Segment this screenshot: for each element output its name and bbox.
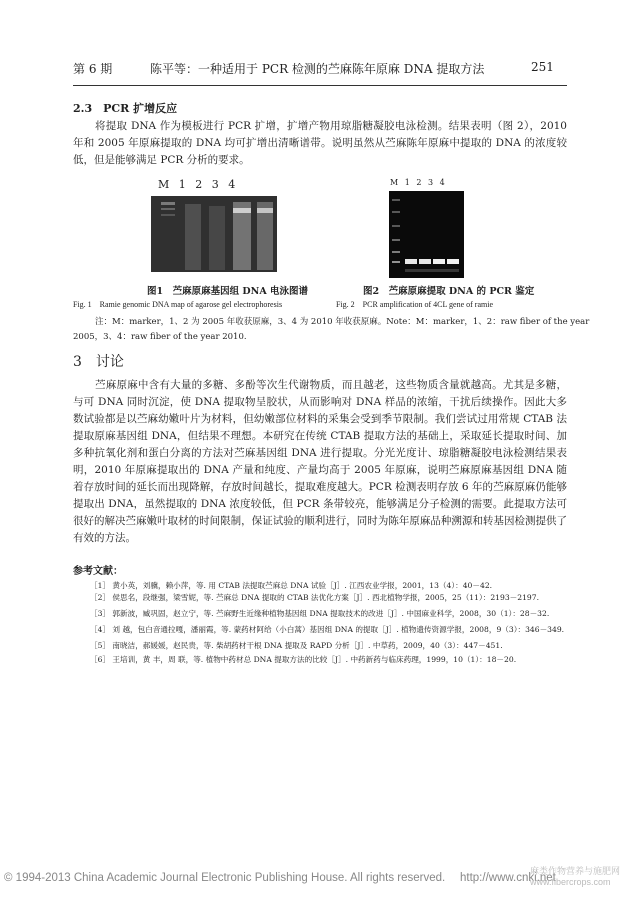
section-3-heading: 3 讨论 [73, 354, 124, 370]
fig1-caption-en: Fig. 1 Ramie genomic DNA map of agarose gel electrophoresis [73, 300, 283, 309]
figure-note-line1: 注：M：marker，1、2 为 2005 年收获原麻，3、4 为 2010 年收获原麻。Note：M：marker，1、2：raw fiber of the year [95, 317, 590, 327]
fig1-caption-cn: 图1 苎麻原麻基因组 DNA 电泳图谱 [147, 286, 309, 297]
copyright-notice: © 1994-2013 China Academic Journal Electronic Publishing House. All rights reserved. [4, 872, 446, 884]
section-3-paragraph: 苎麻原麻中含有大量的多糖、多酚等次生代谢物质，而且越老，这些物质含量就越高。尤其是多糖，与可 DNA 同时沉淀，使 DNA 提取物呈胶状，从而影响对 DNA 样品的浓缩，干扰后续操作。因此大多数试验都是以苎麻幼嫩叶片为材料，但幼嫩部位材料的采集会受到季节限制。我们尝试过用常规 CTAB 法提取原麻基因组 DNA，但结果不理想。本研究在传统 CTAB 提取方法的基础上，采取延长提取时间、加多种抗氧化剂和蛋白分离的方法对苎麻基因组 DNA 进行提取。分光光度计、琼脂糖凝胶电泳检测结果表明，2010 年原麻提取出的 DNA 产量和纯度、产量均高于 2005 年原麻，说明苎麻原麻基因组 DNA 随着存放时间的延长而出现降解，存放时间越长，提取难度越大。PCR 检测表明存放 6 年的苎麻原麻仍能够提取出 DNA，虽然提取的 DNA 浓度较低，但 PCR 条带较亮，能够满足分子检测的需要。此提取方法可很好的解决苎麻嫩叶取材的时间限制，保证试验的顺利进行，同时为陈年原麻品种溯源和转基因检测提供了有效的方法。 [73, 379, 567, 544]
reference-item: ［6］ 王培训，黄 丰，周 联，等. 植物中药材总 DNA 提取方法的比较［J］. 中药新药与临床药理，1999，10（1）：18－20. [90, 655, 517, 664]
fig1-gel-svg [151, 196, 277, 272]
issue-number: 第 6 期 [73, 62, 113, 76]
figure-note-line2: 2005，3、4：raw fiber of the year 2010. [73, 332, 247, 342]
references-heading: 参考文献： [73, 566, 123, 577]
running-title: 陈平等：一种适用于 PCR 检测的苎麻陈年原麻 DNA 提取方法 [150, 62, 485, 76]
fig1-lane-labels: M 1 2 3 4 [158, 178, 239, 191]
fig2-caption-cn: 图2 苎麻原麻提取 DNA 的 PCR 鉴定 [363, 286, 535, 297]
fig1-gel-image [151, 196, 277, 272]
site-watermark: 麻类作物营养与施肥网 www.fibercrops.com [530, 866, 621, 887]
section-2-3-body [73, 118, 567, 169]
fig2-gel-image [389, 191, 464, 278]
page-number: 251 [531, 60, 554, 74]
section-2-3-heading: 2.3 PCR 扩增反应 [73, 102, 178, 115]
header-rule [73, 85, 567, 86]
reference-item: ［5］ 南晓洁，郝媛媛，赵民贵，等. 柴胡药材干根 DNA 提取及 RAPD 分析［J］. 中草药，2009，40（3）：447－451. [90, 641, 503, 650]
fig2-lane-labels: M 1 2 3 4 [390, 178, 447, 187]
reference-item: ［1］ 黄小英，刘骥，赖小萍，等. 用 CTAB 法提取苎麻总 DNA 试验［J］. 江西农业学报，2001，13（4）：40－42. [90, 581, 493, 590]
cnki-link[interactable]: http://www.cnki.net [460, 872, 556, 884]
section-2-3-paragraph: 将提取 DNA 作为模板进行 PCR 扩增，扩增产物用琼脂糖凝胶电泳检测。结果表明（图 2），2010 年和 2005 年原麻提取的 DNA 均可扩增出清晰谱带。说明虽然从苎麻陈年原麻中提取的 DNA 的浓度较低，但是能够满足 PCR 分析的要求。 [73, 120, 567, 166]
fig2-caption-en: Fig. 2 PCR amplification of 4CL gene of ramie [336, 300, 494, 309]
section-3-body [73, 377, 567, 547]
reference-item: ［3］ 郭新波，臧巩固，赵立宁，等. 苎麻野生近缘种植物基因组 DNA 提取技术的改进［J］. 中国麻业科学，2008，30（1）：28－32. [90, 609, 550, 618]
reference-item: ［2］ 侯思名，段继强，梁雪妮，等. 苎麻总 DNA 提取的 CTAB 法优化方案［J］. 西北植物学报，2005，25（11）：2193－2197. [90, 593, 540, 602]
reference-item: ［4］ 刘 越，包白音通拉嘎，潘丽霞，等. 蒙药材阿给（小白蒿）基因组 DNA 的提取［J］. 植物遗传资源学报，2008，9（3）：346－349. [90, 625, 565, 634]
reference-list [90, 580, 570, 666]
fig2-gel-svg [389, 191, 464, 278]
